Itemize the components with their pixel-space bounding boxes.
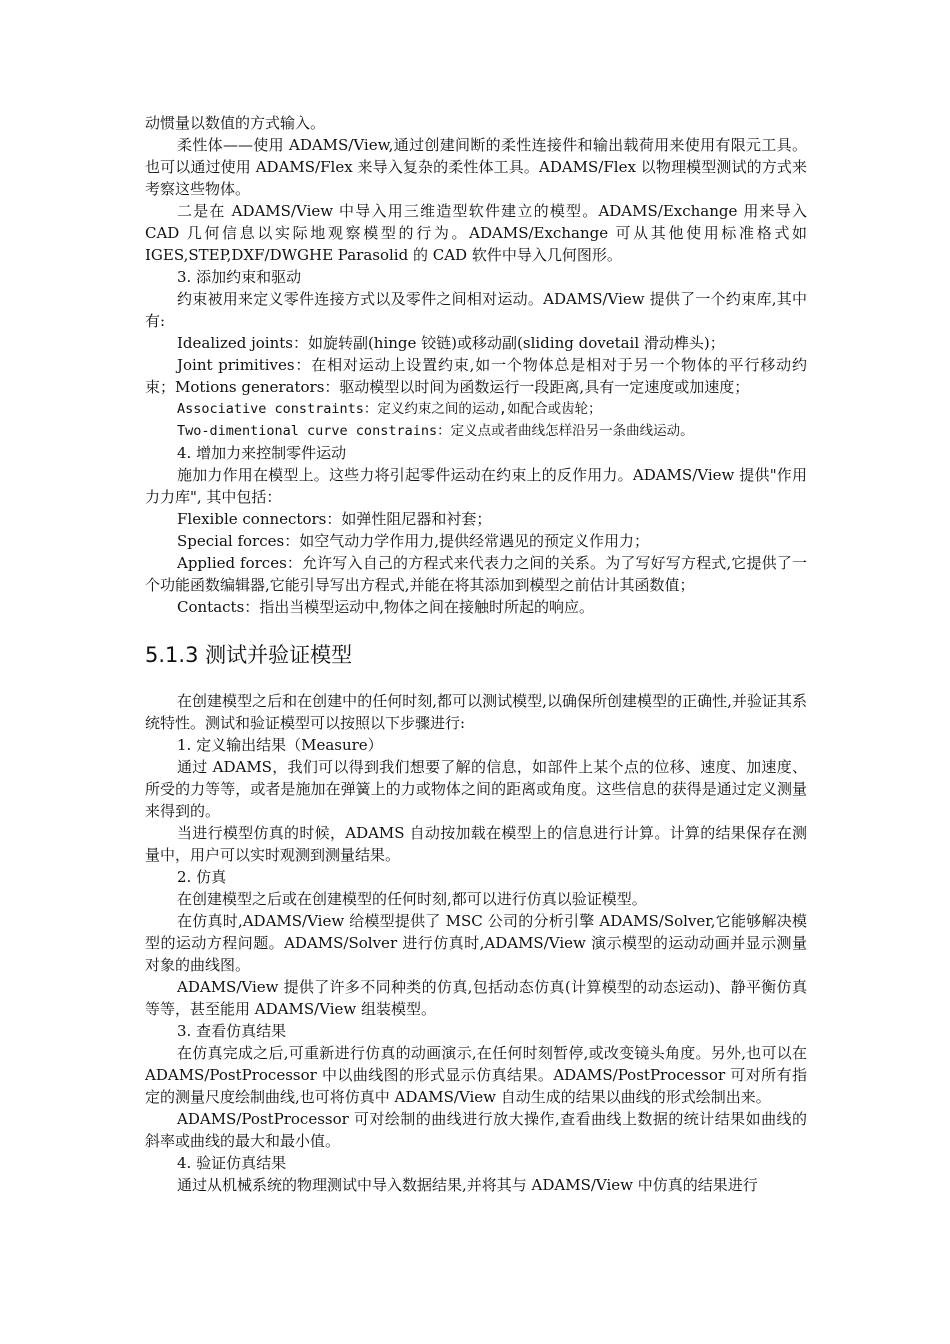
- paragraph: ADAMS/View 提供了许多不同种类的仿真,包括动态仿真(计算模型的动态运动)、静平衡仿真等等，甚至能用 ADAMS/View 组装模型。: [145, 978, 807, 1018]
- paragraph: 3. 添加约束和驱动: [177, 268, 302, 286]
- paragraph: 通过 ADAMS，我们可以得到我们想要了解的信息，如部件上某个点的位移、速度、加速度、所受的力等等，或者是施加在弹簧上的力或物体之间的距离或角度。这些信息的获得是通过定义测量来得到的。: [145, 758, 807, 820]
- paragraph: Joint primitives：在相对运动上设置约束,如一个物体总是相对于另一个物体的平行移动约束；Motions generators：驱动模型以时间为函数运行一段距离,具有一定速度或加速度；: [145, 356, 807, 396]
- paragraph: Two-dimentional curve constrains：定义点或者曲线怎样沿另一条曲线运动。: [177, 423, 694, 439]
- paragraph: Special forces：如空气动力学作用力,提供经常遇见的预定义作用力；: [177, 532, 649, 550]
- paragraph: 在仿真完成之后,可重新进行仿真的动画演示,在任何时刻暂停,或改变镜头角度。另外,也可以在 ADAMS/PostProcessor 中以曲线图的形式显示仿真结果。ADAMS/PostProcessor 可对所有指定的测量尺度绘制曲线,也可将仿真中 ADAMS/View 自动生成的结果以曲线的形式绘制出来。: [145, 1044, 807, 1106]
- paragraph: 柔性体——使用 ADAMS/View,通过创建间断的柔性连接件和输出载荷用来使用有限元工具。也可以通过使用 ADAMS/Flex 来导入复杂的柔性体工具。ADAMS/Flex 以物理模型测试的方式来考察这些物体。: [145, 136, 807, 198]
- paragraph: 2. 仿真: [177, 868, 227, 886]
- section-body-top: [145, 112, 807, 618]
- paragraph: 4. 验证仿真结果: [177, 1154, 287, 1172]
- paragraph: 在创建模型之后或在创建模型的任何时刻,都可以进行仿真以验证模型。: [177, 890, 647, 908]
- section-heading: 5.1.3 测试并验证模型: [145, 643, 353, 667]
- paragraph: ADAMS/PostProcessor 可对绘制的曲线进行放大操作,查看曲线上数据的统计结果如曲线的斜率或曲线的最大和最小值。: [145, 1110, 807, 1150]
- paragraph: 4. 增加力来控制零件运动: [177, 444, 347, 462]
- paragraph: 在仿真时,ADAMS/View 给模型提供了 MSC 公司的分析引擎 ADAMS/Solver,它能够解决模型的运动方程问题。ADAMS/Solver 进行仿真时,ADAMS/View 演示模型的运动动画并显示测量对象的曲线图。: [145, 912, 807, 974]
- paragraph: Idealized joints：如旋转副(hinge 铰链)或移动副(sliding dovetail 滑动榫头)；: [177, 334, 725, 352]
- paragraph: 当进行模型仿真的时候，ADAMS 自动按加载在模型上的信息进行计算。计算的结果保存在测量中，用户可以实时观测到测量结果。: [145, 824, 807, 864]
- paragraph: 1. 定义输出结果（Measure）: [177, 736, 383, 754]
- paragraph: Applied forces：允许写入自己的方程式来代表力之间的关系。为了写好写方程式,它提供了一个功能函数编辑器,它能引导写出方程式,并能在将其添加到模型之前估计其函数值；: [145, 554, 807, 594]
- paragraph: Flexible connectors：如弹性阻尼器和衬套；: [177, 510, 492, 528]
- paragraph: 动惯量以数值的方式输入。: [145, 114, 326, 132]
- paragraph: 约束被用来定义零件连接方式以及零件之间相对运动。ADAMS/View 提供了一个约束库,其中有:: [145, 290, 807, 330]
- paragraph: Contacts：指出当模型运动中,物体之间在接触时所起的响应。: [177, 598, 595, 616]
- paragraph: 在创建模型之后和在创建中的任何时刻,都可以测试模型,以确保所创建模型的正确性,并验证其系统特性。测试和验证模型可以按照以下步骤进行:: [145, 692, 807, 732]
- paragraph: Associative constraints：定义约束之间的运动,如配合或齿轮；: [177, 401, 602, 417]
- paragraph: 3. 查看仿真结果: [177, 1022, 287, 1040]
- paragraph: 通过从机械系统的物理测试中导入数据结果,并将其与 ADAMS/View 中仿真的结果进行: [177, 1176, 758, 1194]
- section-body-bottom: [145, 690, 807, 1196]
- paragraph: 施加力作用在模型上。这些力将引起零件运动在约束上的反作用力。ADAMS/View 提供"作用力力库", 其中包括：: [145, 466, 807, 506]
- paragraph: 二是在 ADAMS/View 中导入用三维造型软件建立的模型。ADAMS/Exchange 用来导入 CAD 几何信息以实际地观察模型的行为。ADAMS/Exchange 可从其他使用标准格式如 IGES,STEP,DXF/DWGHE Parasolid 的 CAD 软件中导入几何图形。: [145, 202, 807, 264]
- document-page: [145, 112, 807, 1196]
